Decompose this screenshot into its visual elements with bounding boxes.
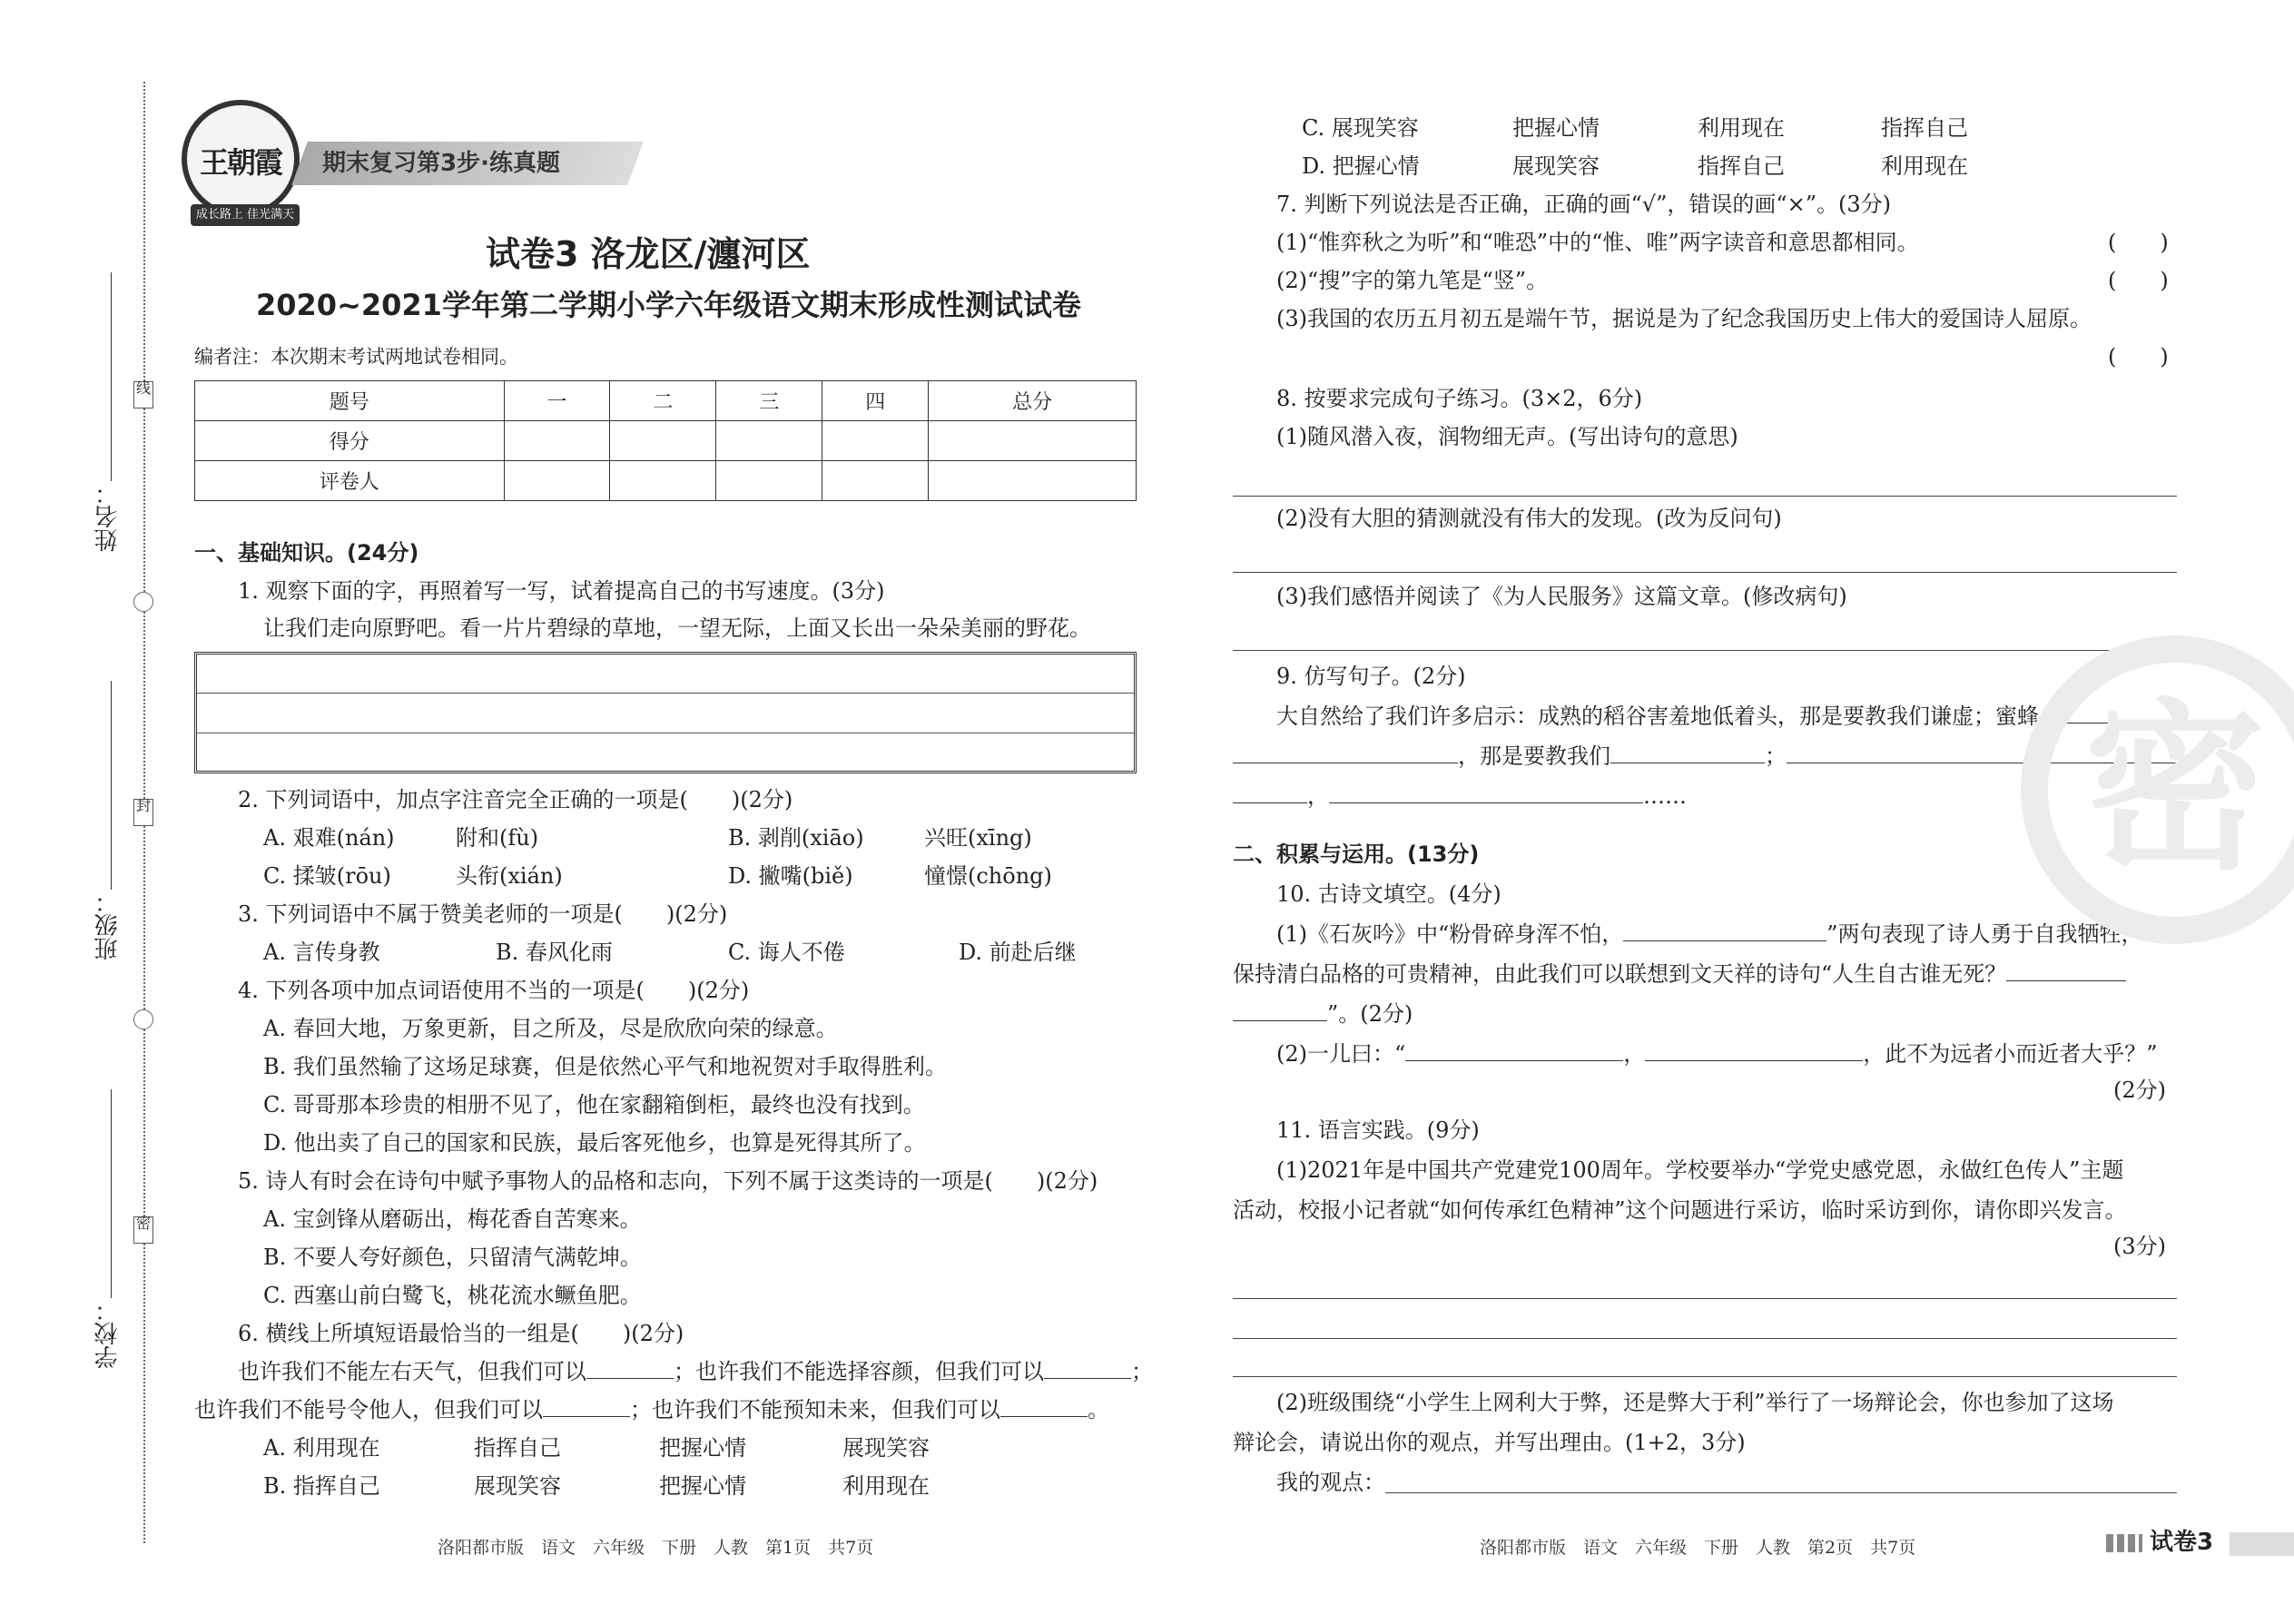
q6-text: ；也许我们不能预知未来，但我们可以 <box>630 1397 1000 1422</box>
q3-option: B. 春风化雨 <box>496 940 613 965</box>
q3-option: A. 言传身教 <box>263 940 380 965</box>
q9-prompt: 9. 仿写句子。(2分) <box>1276 664 1466 689</box>
q6-blank[interactable] <box>1000 1397 1088 1417</box>
q9-line-1 <box>1276 703 2155 730</box>
score-row-label: 评卷人 <box>195 461 505 501</box>
q10-blank[interactable] <box>1233 1001 1327 1021</box>
q8-item: (1)随风潜入夜，润物细无声。(写出诗句的意思) <box>1276 424 1738 449</box>
logo-ribbon: 成长路上 佳光满天 <box>191 204 300 226</box>
class-label: 班级： <box>94 890 122 960</box>
q3-option: C. 诲人不倦 <box>728 940 845 965</box>
q6-text: 也许我们不能号令他人，但我们可以 <box>194 1397 543 1422</box>
q10-text: ”两句表现了诗人勇于自我牺牲， <box>1826 921 2143 947</box>
page-subtitle: 2020~2021学年第二学期小学六年级语文期末形成性测试试卷 <box>256 288 1081 322</box>
q11-answer-line[interactable] <box>1233 1298 2177 1299</box>
score-input-cell[interactable] <box>929 461 1137 501</box>
q10-prompt: 10. 古诗文填空。(4分) <box>1276 881 1501 907</box>
score-input-cell[interactable] <box>610 421 716 461</box>
q2-option: 憧憬(chōng) <box>924 863 1052 889</box>
q8-answer-line[interactable] <box>1233 650 2177 651</box>
q10-line-4 <box>1276 1040 2158 1068</box>
binding-circle-1 <box>133 592 153 612</box>
q10-text: (1)《石灰吟》中“粉骨碎身浑不怕， <box>1276 921 1624 947</box>
school-field-line[interactable] <box>111 1089 112 1298</box>
seal-char-xian: 线 <box>133 381 153 408</box>
q6-option-c: C. 展现笑容 <box>1302 115 1419 141</box>
section-2-heading: 二、积累与运用。(13分) <box>1233 842 1480 867</box>
q9-text: …… <box>1643 783 1687 809</box>
q1-writing-box[interactable] <box>194 652 1137 773</box>
q10-blank[interactable] <box>1623 921 1826 941</box>
logo-text: 王朝霞 <box>199 145 281 180</box>
q4-option: D. 他出卖了自己的国家和民族，最后客死他乡，也算是死得其所了。 <box>263 1130 926 1156</box>
q4-option: A. 春回大地，万象更新，目之所及，尽是欣欣向荣的绿意。 <box>263 1016 838 1041</box>
q10-blank[interactable] <box>1405 1041 1623 1061</box>
q6-option-b: B. 指挥自己 <box>263 1473 380 1499</box>
q11-text: (2)班级围绕“小学生上网利大于弊，还是弊大于利”举行了一场辩论会，你也参加了这场 <box>1276 1390 2114 1415</box>
q6-blank[interactable] <box>586 1359 674 1379</box>
q2-option: B. 剥削(xiāo) <box>728 825 864 851</box>
q11-answer-line[interactable] <box>1233 1376 2177 1377</box>
score-input-cell[interactable] <box>504 461 610 501</box>
q2-option: A. 艰难(nán) <box>263 825 395 851</box>
q9-text: 大自然给了我们许多启示：成熟的稻谷害羞地低着头，那是要教我们谦虚；蜜蜂 <box>1276 704 2039 729</box>
q8-prompt: 8. 按要求完成句子练习。(3×2，6分) <box>1276 386 1643 411</box>
q10-blank[interactable] <box>1645 1041 1863 1061</box>
q6-blank[interactable] <box>543 1397 630 1417</box>
q5-option: A. 宝剑锋从磨砺出，梅花香自苦寒来。 <box>263 1206 642 1232</box>
score-header-cell: 题号 <box>195 381 505 421</box>
q5-option: B. 不要人夸好颜色，只留清气满乾坤。 <box>263 1245 642 1270</box>
q6-option-a: 展现笑容 <box>842 1435 930 1461</box>
q6-text: ；也许我们不能选择容颜，但我们可以 <box>674 1359 1044 1384</box>
q2-option: 兴旺(xīng) <box>924 825 1032 851</box>
q8-answer-line[interactable] <box>1233 496 2177 497</box>
q8-item: (2)没有大胆的猜测就没有伟大的发现。(改为反问句) <box>1276 506 1782 531</box>
score-header-cell: 一 <box>504 381 610 421</box>
score-header-cell: 四 <box>822 381 929 421</box>
score-input-cell[interactable] <box>716 461 822 501</box>
class-field-line[interactable] <box>111 681 112 890</box>
score-input-cell[interactable] <box>822 461 929 501</box>
q6-blank[interactable] <box>1044 1359 1131 1379</box>
score-input-cell[interactable] <box>929 421 1137 461</box>
q4-option: C. 哥哥那本珍贵的相册不见了，他在家翻箱倒柜，最终也没有找到。 <box>263 1092 925 1117</box>
q6-option-b: 展现笑容 <box>474 1473 561 1499</box>
q6-option-d: 指挥自己 <box>1698 153 1785 179</box>
q2-option: D. 撇嘴(biě) <box>728 863 853 889</box>
score-table <box>194 380 1137 501</box>
q10-text: ， <box>1623 1041 1646 1067</box>
q11-text: 活动，校报小记者就“如何传承红色精神”这个问题进行采访，临时采访到你，请你即兴发言。 <box>1233 1197 2127 1223</box>
q6-option-c: 把握心情 <box>1512 115 1600 141</box>
q7-answer-paren[interactable]: ( ) <box>2108 344 2169 369</box>
q6-line-2: 也许我们不能号令他人，但我们可以 ；也许我们不能预知未来，但我们可以 。 <box>194 1397 1109 1422</box>
seal-char-mi: 密 <box>133 1216 153 1244</box>
score-header-cell: 二 <box>610 381 716 421</box>
name-field-line[interactable] <box>111 272 112 481</box>
q3-prompt: 3. 下列词语中不属于赞美老师的一项是( )(2分) <box>238 901 728 927</box>
q6-option-d: 利用现在 <box>1881 153 1968 179</box>
q10-line-1 <box>1276 920 2143 948</box>
q7-item: (3)我国的农历五月初五是端午节，据说是为了纪念我国历史上伟大的爱国诗人屈原。 <box>1276 306 2092 331</box>
q6-option-a: 指挥自己 <box>474 1435 561 1461</box>
q9-line-3 <box>1233 782 1687 810</box>
name-label: 姓名： <box>94 481 122 552</box>
q10-text: (2)一儿曰：“ <box>1276 1041 1406 1067</box>
q6-option-d: D. 把握心情 <box>1302 153 1420 179</box>
q6-option-c: 指挥自己 <box>1881 115 1968 141</box>
q4-prompt: 4. 下列各项中加点词语使用不当的一项是( )(2分) <box>238 978 750 1003</box>
page-title: 试卷3 洛龙区/瀍河区 <box>486 234 811 274</box>
q6-option-c: 利用现在 <box>1698 115 1785 141</box>
q7-answer-paren[interactable]: ( ) <box>2108 268 2169 293</box>
seal-char-feng: 封 <box>133 799 153 826</box>
q8-item: (3)我们感悟并阅读了《为人民服务》这篇文章。(修改病句) <box>1276 584 1847 609</box>
score-header-cell: 三 <box>716 381 822 421</box>
q9-blank[interactable] <box>1233 783 1307 803</box>
footer-right: 洛阳都市版 语文 六年级 下册 人教 第2页 共7页 <box>1480 1538 1916 1558</box>
q10-text: ”。(2分) <box>1327 1001 1413 1027</box>
q9-blank[interactable] <box>1233 743 1458 763</box>
q7-item: (2)“搜”字的第九笔是“竖”。 <box>1276 268 1549 293</box>
score-input-cell[interactable] <box>504 421 610 461</box>
q11-points: (3分) <box>2113 1234 2166 1259</box>
q8-answer-line[interactable] <box>1233 572 2177 573</box>
q9-text: ，那是要教我们 <box>1458 743 1610 769</box>
q4-option: B. 我们虽然输了这场足球赛，但是依然心平气和地祝贺对手取得胜利。 <box>263 1054 947 1079</box>
q10-points: (2分) <box>2113 1078 2166 1103</box>
q11-text: 辩论会，请说出你的观点，并写出理由。(1+2，3分) <box>1233 1430 1746 1455</box>
q11-prompt: 11. 语言实践。(9分) <box>1276 1117 1480 1143</box>
q1-text: 让我们走向原野吧。看一片片碧绿的草地，一望无际，上面又长出一朵朵美丽的野花。 <box>263 615 1091 641</box>
footer-left: 洛阳都市版 语文 六年级 下册 人教 第1页 共7页 <box>438 1538 874 1558</box>
q6-option-a: A. 利用现在 <box>263 1435 380 1461</box>
q6-text: 也许我们不能左右天气，但我们可以 <box>238 1359 586 1384</box>
q6-option-b: 把握心情 <box>659 1473 746 1499</box>
q11-text: (1)2021年是中国共产党建党100周年。学校要举办“学党史感党恩，永做红色传人”主题 <box>1276 1157 2124 1183</box>
score-input-cell[interactable] <box>610 461 716 501</box>
score-header-cell: 总分 <box>929 381 1137 421</box>
q11-answer-line[interactable] <box>1233 1338 2177 1339</box>
q11-opinion-line[interactable] <box>1385 1492 2177 1493</box>
q6-option-d: 展现笑容 <box>1512 153 1600 179</box>
section-1-heading: 一、基础知识。(24分) <box>194 540 419 566</box>
q2-option: C. 揉皱(rōu) <box>263 863 391 889</box>
q6-line-1: 也许我们不能左右天气，但我们可以 ；也许我们不能选择容颜，但我们可以 ； <box>238 1359 1153 1384</box>
binding-circle-2 <box>133 1009 153 1029</box>
footer-tab-marker <box>2106 1534 2142 1552</box>
q10-line-3 <box>1233 1000 1413 1028</box>
score-input-cell[interactable] <box>716 421 822 461</box>
q9-text: ； <box>1765 743 1787 769</box>
q5-option: C. 西塞山前白鹭飞，桃花流水鳜鱼肥。 <box>263 1283 642 1308</box>
q2-prompt: 2. 下列词语中，加点字注音完全正确的一项是( )(2分) <box>238 787 793 812</box>
q2-option: 附和(fù) <box>456 825 539 851</box>
header-banner-text: 期末复习第3步·练真题 <box>322 150 560 177</box>
q10-text: ，此不为远者小而近者大乎？” <box>1863 1041 2158 1067</box>
footer-tab-bar <box>2230 1532 2294 1556</box>
footer-tab-label: 试卷3 <box>2150 1529 2214 1556</box>
q7-prompt: 7. 判断下列说法是否正确，正确的画“√”，错误的画“×”。(3分) <box>1276 192 1892 217</box>
q11-opinion-label: 我的观点： <box>1276 1470 1385 1495</box>
q6-option-a: 把握心情 <box>659 1435 746 1461</box>
q10-text: 保持清白品格的可贵精神，由此我们可以联想到文天祥的诗句“人生自古谁无死？ <box>1233 961 2007 987</box>
q9-blank[interactable] <box>1329 783 1643 803</box>
school-label: 学校： <box>94 1298 122 1369</box>
q1-prompt: 1. 观察下面的字，再照着写一写，试着提高自己的书写速度。(3分) <box>238 578 885 604</box>
editor-note: 编者注：本次期末考试两地试卷相同。 <box>194 346 518 368</box>
q9-blank[interactable] <box>1610 743 1765 763</box>
q10-line-2 <box>1233 960 2126 988</box>
q3-option: D. 前赴后继 <box>959 940 1077 965</box>
logo-badge <box>182 100 300 218</box>
watermark-seal-icon: 密 <box>2021 635 2294 944</box>
score-row-label: 得分 <box>195 421 505 461</box>
score-input-cell[interactable] <box>822 421 929 461</box>
q6-option-b: 利用现在 <box>842 1473 930 1499</box>
q7-answer-paren[interactable]: ( ) <box>2108 230 2169 255</box>
q5-prompt: 5. 诗人有时会在诗句中赋予事物人的品格和志向，下列不属于这类诗的一项是( )(2分) <box>238 1168 1098 1194</box>
q6-prompt: 6. 横线上所填短语最恰当的一组是( )(2分) <box>238 1321 684 1346</box>
q10-blank[interactable] <box>2006 961 2126 981</box>
q9-text: ， <box>1307 783 1329 809</box>
q7-item: (1)“惟弈秋之为听”和“唯恐”中的“惟、唯”两字读音和意思都相同。 <box>1276 230 1919 255</box>
q2-option: 头衔(xián) <box>456 863 563 889</box>
